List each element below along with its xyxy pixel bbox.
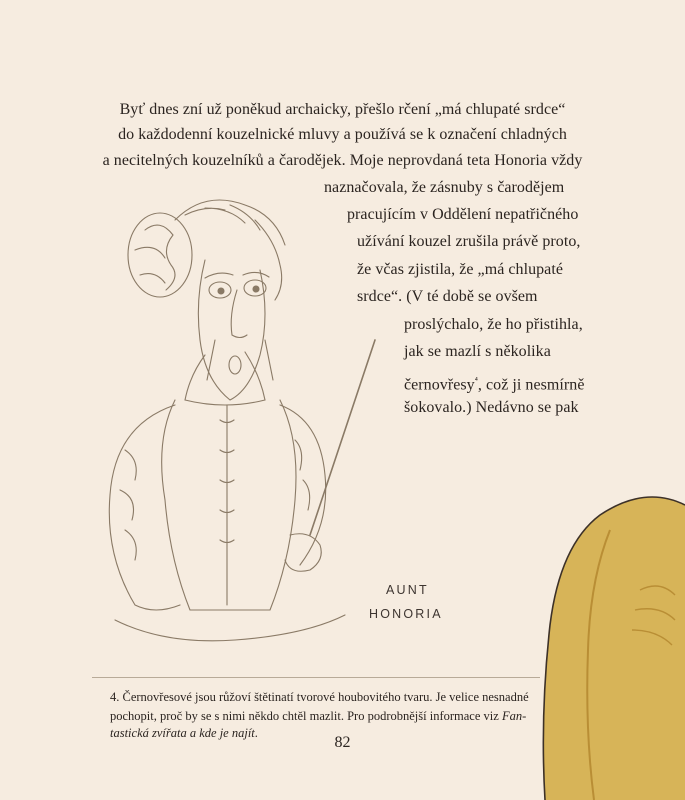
body-line-4: naznačovala, že zásnuby s čarodějem [324, 179, 565, 196]
honoria-illustration [55, 190, 385, 665]
body-line-10: jak se mazlí s několika [404, 343, 551, 360]
footnote-title-part-1: Fan- [501, 709, 527, 723]
footnote-separator [92, 677, 540, 678]
footnote-line-2 [110, 707, 526, 725]
body-line-3: a necitelných kouzelníků a čarodějek. Moje neprovdaná teta Honoria vždy [102, 152, 583, 169]
body-line-11-end: , což ji nesmírně [477, 376, 585, 394]
footnote-ref: ⁴ [474, 375, 478, 385]
body-line-11-start: černovřesy [404, 376, 475, 394]
body-line-6: užívání kouzel zrušila právě proto, [357, 233, 581, 250]
body-line-1: Byť dnes zní už poněkud archaicky, přešlo rčení „má chlupaté srdce“ [119, 101, 566, 118]
footnote-line-1: 4. Černovřesové jsou růžoví štětinatí tvorové houbovitého tvaru. Je velice nesnadné [110, 690, 529, 704]
footnote-line-3-end: . [254, 726, 258, 740]
body-line-8: srdce“. (V té době se ovšem [357, 288, 538, 305]
footnote-title-part-2: tastická zvířata a kde je najít [110, 726, 255, 740]
page-number: 82 [334, 734, 351, 751]
caption-line-2: HONORIA [369, 607, 443, 621]
body-line-11 [404, 370, 584, 395]
body-line-12: šokovalo.) Nedávno se pak [404, 399, 579, 416]
body-line-2: do každodenní kouzelnické mluvy a používá se k označení chladných [118, 126, 567, 143]
body-line-5: pracujícím v Oddělení nepatřičného [347, 206, 579, 223]
footnote-line-2-text: pochopit, proč by se s nimi někdo chtěl mazlit. Pro podrobnější informace viz [110, 709, 502, 723]
body-line-7: že včas zjistila, že „má chlupaté [357, 261, 563, 278]
caption-line-1: AUNT [386, 583, 429, 597]
body-line-9: proslýchalo, že ho přistihla, [404, 316, 583, 333]
